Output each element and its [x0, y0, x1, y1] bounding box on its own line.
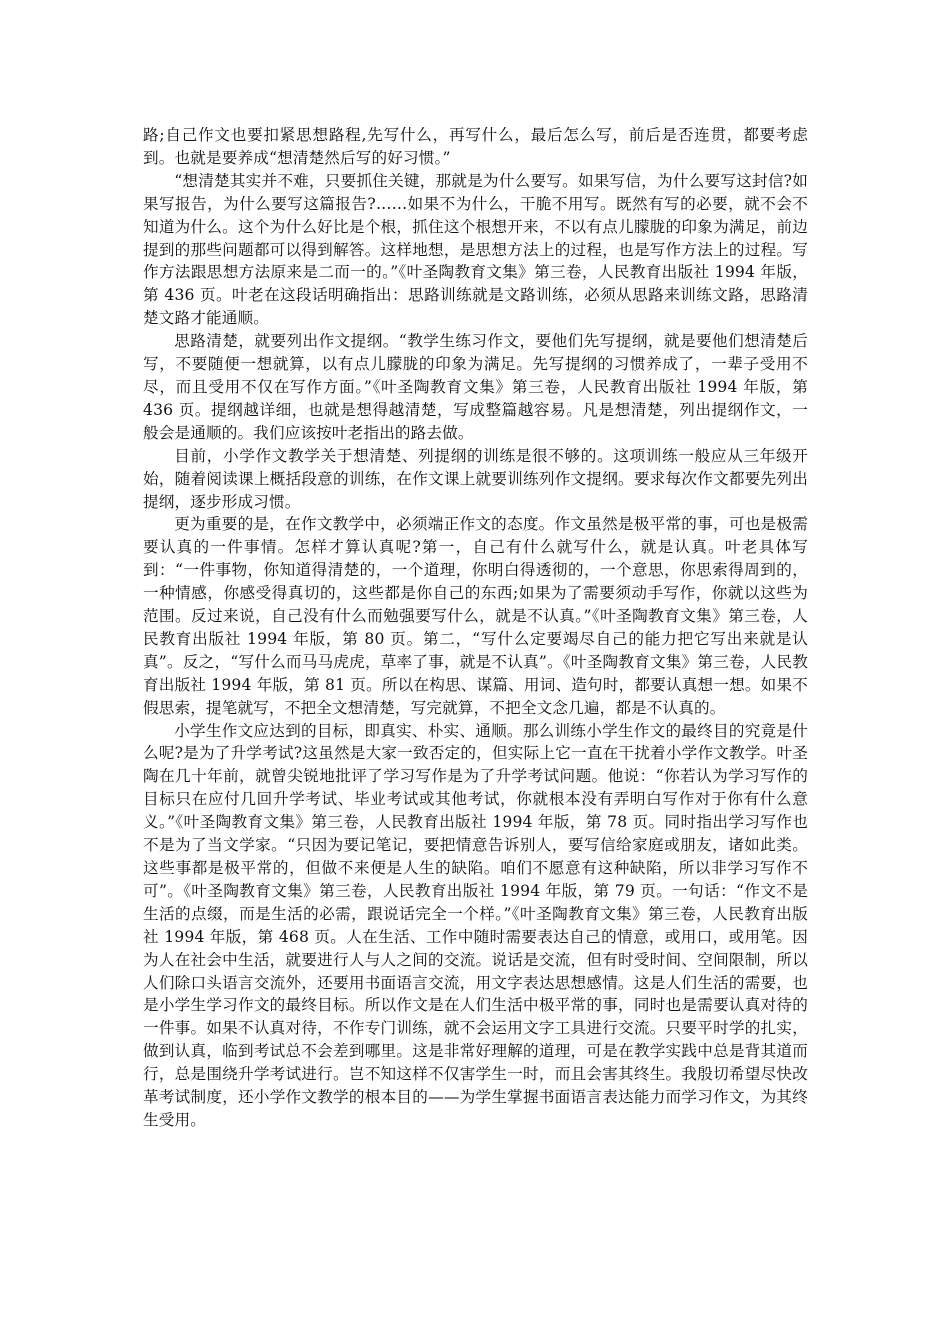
- paragraph: 思路清楚，就要列出作文提纲。“教学生练习作文，要他们先写提纲，就是要他们想清楚后写，不要随便一想就算，以有点儿朦胧的印象为满足。先写提纲的习惯养成了，一辈子受用不尽，而且受用不仅在写作方面。”《叶圣陶教育文集》第三卷，人民教育出版社 1994 年版，第 436 页。提纲越详细，也就是想得越清楚，写成整篇越容易。凡是想清楚，列出提纲作文，一般会是通顺的。我们应该按叶老指出的路去做。: [143, 332, 808, 442]
- paragraph: 更为重要的是，在作文教学中，必须端正作文的态度。作文虽然是极平常的事，可也是极需要认真的一件事情。怎样才算认真呢?第一，自己有什么就写什么，就是认真。叶老具体写到：“一件事物，你知道得清楚的，一个道理，你明白得透彻的，一个意思，你思索得周到的，一种情感，你感受得真切的，这些都是你自己的东西;如果为了需要须动手写作，你就以这些为范围。反过来说，自己没有什么而勉强要写什么，就是不认真。”《叶圣陶教育文集》第三卷，人民教育出版社 1994 年版，第 80 页。第二，“写什么定要竭尽自己的能力把它写出来就是认真”。反之，“写什么而马马虎虎，草率了事，就是不认真”。《叶圣陶教育文集》第三卷，人民教育出版社 1994 年版，第 81 页。所以在构思、谋篇、用词、造句时，都要认真想一想。如果不假思索，提笔就写，不把全文想清楚，写完就算，不把全文念几遍，都是不认真的。: [143, 515, 808, 717]
- paragraph-continuation: 路;自己作文也要扣紧思想路程,先写什么，再写什么，最后怎么写，前后是否连贯，都要考虑到。也就是要养成“想清楚然后写的好习惯。”: [143, 126, 808, 167]
- paragraph: 目前，小学作文教学关于想清楚、列提纲的训练是很不够的。这项训练一般应从三年级开始，随着阅读课上概括段意的训练，在作文课上就要训练列作文提纲。要求每次作文都要先列出提纲，逐步形成习惯。: [143, 446, 808, 511]
- paragraph: “想清楚其实并不难，只要抓住关键，那就是为什么要写。如果写信，为什么要写这封信?如果写报告，为什么要写这篇报告?……如果不为什么，干脆不用写。既然有写的必要，就不会不知道为什么。这个为什么好比是个根，抓住这个根想开来，不以有点儿朦胧的印象为满足，前边提到的那些问题都可以得到解答。这样地想，是思想方法上的过程，也是写作方法上的过程。写作方法跟思想方法原来是二而一的。”《叶圣陶教育文集》第三卷，人民教育出版社 1994 年版，第 436 页。叶老在这段话明确指出：思路训练就是文路训练，必须从思路来训练文路，思路清楚文路才能通顺。: [143, 171, 808, 328]
- paragraph: 小学生作文应达到的目标，即真实、朴实、通顺。那么训练小学生作文的最终目的究竟是什么呢?是为了升学考试?这虽然是大家一致否定的，但实际上它一直在干扰着小学作文教学。叶圣陶在几十年前，就曾尖锐地批评了学习写作是为了升学考试问题。他说：“你若认为学习写作的目标只在应付几回升学考试、毕业考试或其他考试，你就根本没有弄明白写作对于你有什么意义。”《叶圣陶教育文集》第三卷，人民教育出版社 1994 年版，第 78 页。同时指出学习写作也不是为了当文学家。“只因为要记笔记，要把情意告诉别人，要写信给家庭或朋友，诸如此类。这些事都是极平常的，但做不来便是人生的缺陷。咱们不愿意有这种缺陷，所以非学习写作不可”。《叶圣陶教育文集》第三卷，人民教育出版社 1994 年版，第 79 页。一句话：“作文不是生活的点缀，而是生活的必需，跟说话完全一个样。”《叶圣陶教育文集》第三卷，人民教育出版社 1994 年版，第 468 页。人在生活、工作中随时需要表达自己的情意，或用口，或用笔。因为人在社会中生活，就要进行人与人之间的交流。说话是交流，但有时受时间、空间限制，所以人们除口头语言交流外，还要用书面语言交流，用文字表达思想感情。这是人们生活的需要，也是小学生学习作文的最终目标。所以作文是在人们生活中极平常的事，同时也是需要认真对待的一件事。如果不认真对待，不作专门训练，就不会运用文字工具进行交流。只要平时学的扎实，做到认真，临到考试总不会差到哪里。这是非常好理解的道理，可是在教学实践中总是背其道而行，总是围绕升学考试进行。岂不知这样不仅害学生一时，而且会害其终生。我殷切希望尽快改革考试制度，还小学作文教学的根本目的——为学生掌握书面语言表达能力而学习作文，为其终生受用。: [143, 721, 808, 1129]
- document-body: [143, 124, 808, 1132]
